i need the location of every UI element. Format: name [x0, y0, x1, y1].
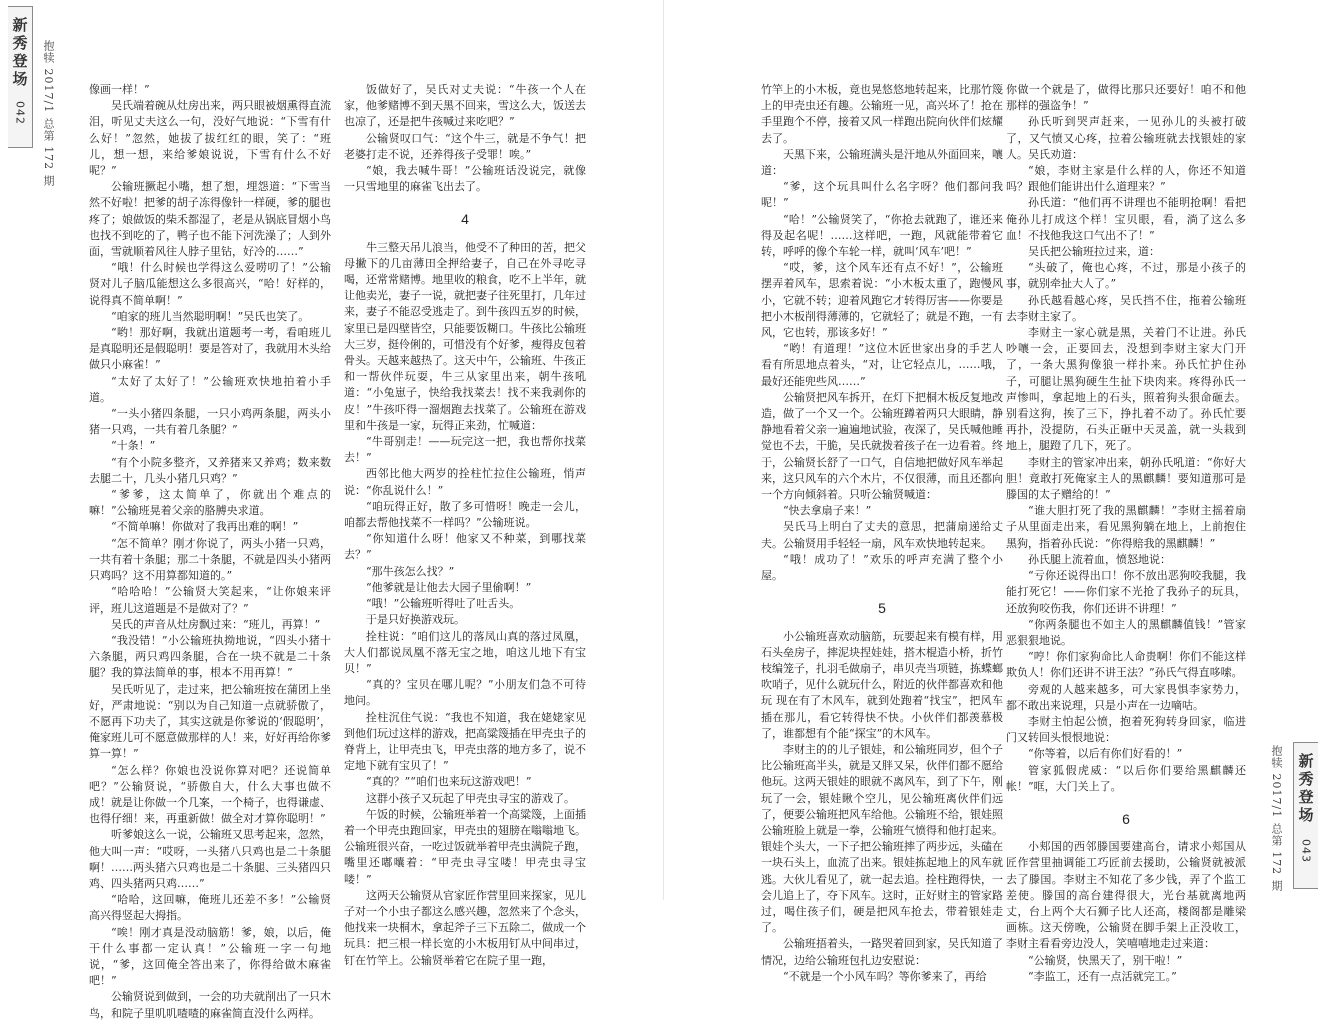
paragraph: 孙氏腿上流着血，愤怒地说： — [1028, 552, 1171, 566]
paragraph: 吴氏马上明白了丈夫的意思，把蒲扇递给丈夫。公输贤用手轻轻一扇，风车欢快地转起来。 — [761, 520, 1003, 550]
paragraph: 小郏国的西邻滕国要建高台，请求小郏国从匠作营里抽调能工巧匠前去援助，公输贤就被派去了滕国。李财主不知花了多少钱，弄了个监工差使。滕国的高台建得很大，光台基就离地两丈，台上两个大石狮子比人还高，楼阁都是雕梁画栋。这天傍晚，公输贤在脚手架上正没收工，李财主看看旁边没人，笑嘻嘻地走过来道： — [1006, 840, 1246, 951]
paragraph: 孙氏道：“他们再不讲理也不能明抢啊！看把俺孙儿打成这个样！宝贝眼，看，淌了这么多血！不找他我这口气出不了！” — [1006, 196, 1246, 242]
paragraph: “娘，我去喊牛哥！”公输班话没说完，就像一只雪地里的麻雀飞出去了。 — [344, 164, 586, 194]
paragraph: “有个小院多整齐，又养猪来又养鸡；数来数去腿二十，几头小猪几只鸡？” — [89, 455, 331, 485]
paragraph: “哦！什么时候也学得这么爱唠叨了！”公输贤对儿子脑瓜能想这么多很高兴，“哈！好样的，说得真不简单啊！” — [89, 261, 331, 307]
paragraph: 李财主的的儿子银娃，和公输班同岁，但个子比公输班高半头，就是又胖又呆，伙伴们都不愿给他玩。这两天银娃的眼就不离风车，到了下午，刚玩了一会，银娃瞅个空儿，见公输班离伙伴们远了，便要公输班把风车给他。公输班不给，银娃照公输班脸上就是一拳，公输班气愤得和他打起来。银娃个头大，一下子把公输班摔了两步远，头磕在一块石头上，血流了出来。银娃拣起地上的风车就逃。大伙儿看见了，就一起去追。拴柱跑得快，一会儿追上了，夺下风车。这时，正好财主的管家路过，喝住孩子们，硬是把风车抢去，带着银娃走了。 — [761, 742, 1003, 935]
column-1-body — [89, 82, 331, 1022]
paragraph: 午饭的时候，公输班举着一个高粱篾，上面插着一个甲壳虫跑回家，甲壳虫的翅膀在嗡嗡地飞。公输班很兴奋，一吃过饭就举着甲壳虫满院子跑，嘴里还嘟囔着：“甲壳虫寻宝喽！甲壳虫寻宝喽！” — [344, 807, 586, 886]
paragraph: “他爹就是让他去大园子里偷啊！” — [366, 580, 532, 594]
paragraph: 孙氏听到哭声赶来，一见孙儿的头被打破了，又气愤又心疼，拉着公输班就去找银娃的家人。吴氏劝道： — [1006, 115, 1246, 161]
text-column-1 — [89, 82, 331, 1020]
paragraph: 吴氏的声音从灶房飘过来：“班儿，再算！” — [111, 617, 321, 631]
paragraph: 公输班撅起小嘴，想了想，埋怨道：“下雪当然不好啦！把爹的胡子冻得像针一样硬，爹的腿也疼了；娘做饭的柴禾都湿了，老是从锅底冒烟小鸟也找不到吃的了，鸭子也不能下河洗澡了；人到外面，雪就顺着风往人脖子里钻，好冷的……” — [89, 180, 331, 259]
paragraph: “哟！有道理！”这位木匠世家出身的手艺人看有所思地点着头，“对，让它轻点儿，……哦，最好还能兜些风……” — [761, 342, 1003, 388]
paragraph: 管家狐假虎威：“以后你们要给黑麒麟还帐！”哐，大门关上了。 — [1006, 763, 1246, 793]
paragraph: 西邻比他大两岁的拴柱忙拉住公输班，悄声说：“你乱说什么！” — [344, 467, 586, 497]
right-column-title: 新秀登场 — [1296, 753, 1315, 825]
paragraph: “你两条腿也不如主人的黑麒麟值钱！”管家恶狠狠地说。 — [1006, 617, 1246, 647]
text-column-4 — [1006, 82, 1246, 983]
paragraph: 像画一样！” — [89, 83, 150, 96]
paragraph: “哦！”公输班听得吐了吐舌头。 — [366, 597, 521, 611]
left-column-tab — [8, 6, 33, 148]
paragraph: “哟！那好啊，我就出道题考一考，看咱班儿是真聪明还是假聪明！要是答对了，我就用木头给做只小麻雀！” — [89, 326, 331, 372]
paragraph: “你等着，以后有你们好看的！” — [1028, 747, 1183, 761]
paragraph: 吴氏把公输班拉过来，道： — [1028, 245, 1160, 259]
paragraph: “哈！”公输贤笑了，“你抢去就跑了，谁还来得及起名呢！……这样吧，一跑，风就能带着它转，呼呼的像个车轮一样，就叫‘风车’吧！” — [761, 212, 1003, 259]
paragraph: 饭做好了，吴氏对丈夫说：“牛孩一个人在家，他爹赌博不到天黑不回来，雪这么大，饭送去也凉了，还是把牛孩喊过来吃吧？” — [344, 83, 586, 129]
paragraph: “一头小猪四条腿，一只小鸡两条腿，两头小猪一只鸡，一共有着几条腿？” — [89, 407, 331, 437]
section-number-5: 5 — [878, 600, 886, 617]
right-column-tab — [1293, 742, 1318, 889]
paragraph: “太好了太好了！”公输班欢快地拍着小手道。 — [89, 374, 331, 404]
column-4-body-b — [1006, 839, 1246, 985]
paragraph: “李监工，还有一点活就完工。” — [1028, 969, 1177, 983]
paragraph: “十条！” — [111, 439, 156, 453]
paragraph: 听爹娘这么一说，公输班又思考起来，忽然，他大叫一声：“哎呀，一头猪八只鸡也是二十条腿啊！……两头猪六只鸡也是二十条腿、三头猪四只鸡、四头猪两只鸡……” — [89, 828, 331, 890]
text-column-3 — [761, 82, 1003, 983]
left-page-number: 042 — [13, 101, 27, 125]
paragraph: 拴柱沉住气说：“我也不知道，我在姥姥家见到他们玩过这样的游戏，把高粱篾插在甲壳虫子的脊背上，让甲壳虫飞，甲壳虫落的地方多了，说不定地下就有宝贝了！” — [344, 710, 586, 773]
paragraph: 吴氏听见了，走过来，把公输班按在蒲团上坐好，严肃地说：“别以为自己知道一点就骄傲了，不愿再下功夫了，其实这就是你爹说的‘假聪明’，俺家班儿可不愿意做那样的人！来，好好再给你爹算一算！” — [89, 682, 331, 761]
section-number-4: 4 — [461, 211, 469, 228]
paragraph: “谁大胆打死了我的黑麒麟！”李财主摇着扇子从里面走出来，看见黑狗躺在地上，上前抱住黑狗，指着孙氏说：“你得赔我的黑麒麟！” — [1006, 504, 1246, 550]
right-issue-label: 抱犊 2017/1 总第 172 期 — [1270, 745, 1283, 892]
paragraph: 竹竿上的小木板，竟也晃悠悠地转起来，比那竹篾上的甲壳虫还有趣。公输班一见，高兴坏了！抢在手里跑个不停，接着又风一样跑出院向伙伴们炫耀去了。 — [761, 83, 1003, 145]
left-column-title: 新秀登场 — [10, 17, 29, 89]
paragraph: “真的？”“咱们也来玩这游戏吧！” — [366, 775, 532, 789]
paragraph: 天黑下来，公输班满头是汗地从外面回来，嚷道： — [761, 147, 1003, 178]
paragraph: 孙氏越看越心疼，吴氏挡不住，拖着公输班去李财主家了。 — [1006, 293, 1246, 323]
paragraph: “真的？宝贝在哪儿呢？”小朋友们急不可待地问。 — [344, 678, 586, 708]
paragraph: “怎么样？你娘也没说你算对吧？还说简单吧？”公输贤说，“骄傲自大，什么大事也做不成！就是让你做一个几案，一个椅子，也得谦虚、也得仔细！来，再重新做！做全对才算你聪明！” — [89, 763, 331, 826]
paragraph: “不简单嘛！你做对了我再出难的啊！” — [111, 520, 299, 534]
right-page-number: 043 — [1299, 839, 1313, 863]
paragraph: 牛三整天吊儿浪当，他受不了种田的苦，把父母撇下的几亩薄田全押给妻子，自己在外寻吃寻喝，还常常赌博。地里收的粮食，吃不上半年，就让他卖光，妻子一说，就把妻子往死里打，几年过来，妻子不能忍受逃走了。到牛孩四五岁的时候，家里已是四壁皆空，只能要饭糊口。牛孩比公输班大三岁，挺伶俐的，可惜没有个好爹，瘦得皮包着骨头。天越来越热了。这天中午，公输班、牛孩正和一帮伙伴玩耍，牛三从家里出来，朝牛孩吼道：“小兔崽子，快给我找菜去！找不来我剥你的皮！”牛孩吓得一溜烟跑去找菜了。公输班在游戏里和牛孩是一家，玩得正来劲，忙喊道： — [344, 240, 586, 432]
paragraph: “我没错！”小公输班执拗地说，“四头小猪十六条腿，两只鸡四条腿，合在一块不就是二十条腿？我的算法简单的事，根本不用再算！” — [89, 633, 331, 680]
paragraph: 公输班捂着头，一路哭着回到家，吴氏知道了情况，边给公输班包扎边安慰说： — [761, 937, 1003, 967]
paragraph: 小公输班喜欢动脑筋，玩要起来有模有样，用石头垒房子，摔泥块捏娃娃，搭木棍造小桥，折竹枝编笼子，扎羽毛做扇子，串贝壳当项链，拣蝶螂吹哨子，见什么就玩什么，附近的伙伴都喜欢和他玩 现在有了木风车，就到处跑着“找宝”，把风车插在那儿，看它转得快不快。小伙伴们都羡慕极了，谁都想有个能“探宝”的木风车。 — [761, 629, 1003, 740]
text-column-2 — [344, 82, 586, 967]
paragraph: 吴氏端着碗从灶房出来，两只眼被烟熏得直流泪，听见丈夫这么一句，没好气地说：“下雪有什么好！”忽然，她拔了拔红红的眼，笑了：“班儿，想一想，来给爹娘说说，下雪有什么不好呢？” — [89, 99, 331, 178]
paragraph: “那牛孩怎么找？” — [366, 564, 455, 578]
paragraph: “牛哥别走！——玩完这一把，我也帮你找菜去！” — [344, 435, 586, 465]
paragraph: 你做一个就是了，做得比那只还要好！咱不和他那样的强盗争！” — [1006, 83, 1246, 113]
paragraph: 公输贤把风车拆开，在灯下把桐木板反复地改造，做了一个又一个。公输班蹲着两只大眼睛，静静地看着父亲一遍遍地试验，夜深了，吴氏喊他睡觉也不去，干脆，吴氏就拨着孩子在一边看着。终于，公输贤长舒了一口气，自信地把做好风车举起来，这只风车的六个木片，不仅很薄，而且还都向一个方向倾斜着。只听公输贤喊道： — [761, 390, 1003, 502]
paragraph: 于是只好换游戏玩。 — [366, 613, 465, 627]
paragraph: 拴柱说：“咱们这儿的落凤山真的落过凤凰，大人们都说凤凰不落无宝之地，咱这儿地下有宝贝！” — [344, 629, 586, 675]
paragraph: “哼！你们家狗命比人命贵啊！你们不能这样欺负人！你们还讲不讲王法？”孙氏气得直哆嗦。 — [1006, 650, 1246, 680]
paragraph: 这群小孩子又玩起了甲壳虫寻宝的游戏了。 — [366, 791, 575, 805]
paragraph: “快去拿扇子来！” — [783, 504, 872, 518]
paragraph: “咱玩得正好，散了多可惜呀！晚走一会儿，咱都去帮他找菜不一样吗？”公输班说。 — [344, 499, 586, 530]
paragraph: 旁观的人越来越多，可大家畏惧李家势力，都不敢出来说理，只是小声在一边嘀咕。 — [1006, 682, 1246, 712]
paragraph: 李财主的管家冲出来，朝孙氏吼道：“你好大胆！竟敢打死俺家主人的黑麒麟！要知道那可是滕国的太子赠给的！” — [1006, 455, 1246, 502]
column-2-body-b — [344, 240, 586, 969]
paragraph: 李财主怕起公愤，抱着死狗转身回家，临进门又转回头恨恨地说： — [1006, 714, 1246, 745]
paragraph: “公输贤，快黑天了，别干啦！” — [1028, 953, 1183, 967]
paragraph: “哦！成功了！”欢乐的呼声充满了整个小屋。 — [761, 552, 1003, 583]
paragraph: “不就是一个小风车吗？等你爹来了，再给 — [783, 969, 987, 983]
column-4-body-a — [1006, 82, 1246, 795]
paragraph: 公输贤说到做到，一会的功夫就削出了一只木鸟，和院子里叽叽喳喳的麻雀简直没什么两样。 — [89, 990, 331, 1020]
paragraph: “咱家的班儿当然聪明啊！”吴氏也笑了。 — [111, 309, 310, 323]
page-gutter — [663, 0, 664, 900]
column-2-body-a — [344, 82, 586, 195]
paragraph: “头破了，俺也心疼，不过，那是小孩子的事，就别牵扯大人了。” — [1006, 261, 1246, 291]
paragraph: “哎，爹，这个风车还有点不好！”，公输班摆弄着风车，思索着说：“小木板太重了，跑慢风小，它就不转；迎着风跑它才转得厉害——你要是把小木板削得薄薄的，它就轻了；就是不跑，一有风，它也转，那该多好！” — [761, 261, 1003, 340]
paragraph: 公输贤叹口气：“这个牛三，就是不争气！把老婆打走不说，还养得孩子受罪！唉。” — [344, 131, 586, 161]
paragraph: 李财主一家心就是黑，关着门不让进。孙氏吵嚷一会，正要回去，没想到李财主家大门开了，一条大黑狗像狼一样扑来。孙氏忙护住孙子，可腿让黑狗硬生生扯下块肉来。疼得孙氏一声惨叫，拿起地上的石头，照着狗头狠命砸去。别看这狗，挨了三下，挣扎着不动了。孙氏忙要再扑，没提防，石头正砸中天灵盖，就一头栽到地上，腿蹬了几下，死了。 — [1006, 326, 1246, 453]
paragraph: “亏你还说得出口！你不放出恶狗咬我腿，我能打死它！——你们家不光抢了我孙子的玩具，还放狗咬伤我，你们还讲不讲理！” — [1006, 569, 1246, 615]
section-number-6: 6 — [1122, 810, 1130, 827]
paragraph: “爹爹，这太简单了，你就出个难点的嘛！”公输班晃着父亲的胳膊央求道。 — [89, 488, 331, 518]
paragraph: “哈哈，这回嘛，俺班儿还差不多！”公输贤高兴得竖起大拇指。 — [89, 893, 331, 923]
column-3-body-a — [761, 82, 1003, 584]
left-issue-label: 抱犊 2017/1 总第 172 期 — [42, 40, 55, 187]
paragraph: “唉！刚才真是没动脑筋！爹，娘，以后，俺干什么事都一定认真！”公输班一字一句地说，“爹，这回俺全答出来了，你得给做木麻雀吧！” — [89, 925, 331, 988]
paragraph: “哈哈哈！”公输贤大笑起来，“让你娘来评评，班儿这道题是不是做对了？” — [89, 585, 331, 615]
paragraph: “怎不简单？刚才你说了，两头小猪一只鸡，一共有着十条腿；那二十条腿，不就是四头小猪两只鸡吗？这不用算都知道的。” — [89, 536, 331, 583]
paragraph: “你知道什么呀！他家又不种菜，到哪找菜去？” — [344, 532, 586, 562]
paragraph: “爹，这个玩具叫什么名字呀？他们都问我呢！” — [761, 180, 1003, 210]
paragraph: 这两天公输贤从官家匠作营里回来探家，见儿子对一个小虫子都这么感兴趣，忽然来了个念头，他找来一块桐木，拿起斧子三下五除二，做成一个玩具：把三根一样长宽的小木板用钉从中间串过，钉在竹竿上。公输贤举着它在院子里一跑， — [344, 888, 586, 967]
paragraph: “娘，李财主家是什么样的人，你还不知道吗？跟他们能讲出什么道理来？” — [1006, 164, 1246, 194]
column-3-body-b — [761, 629, 1003, 985]
